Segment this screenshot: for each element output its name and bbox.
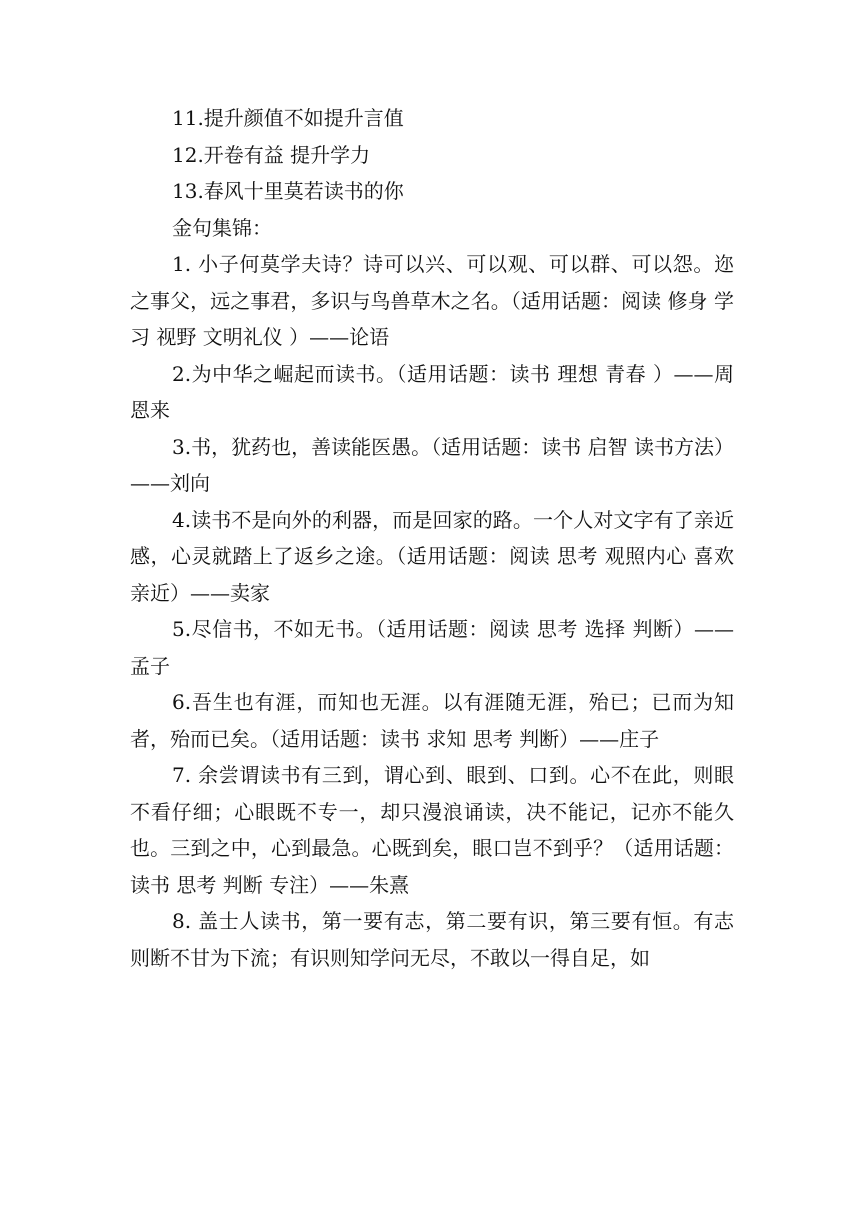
quote-paragraph-2: 2.为中华之崛起而读书。（适用话题：读书 理想 青春 ）——周恩来 [130, 361, 734, 422]
quote-paragraph-4: 4.读书不是向外的利器，而是回家的路。一个人对文字有了亲近感，心灵就踏上了返乡之途。（适用话题：阅读 思考 观照内心 喜欢 亲近）——卖家 [130, 507, 734, 605]
quote-paragraph-3: 3.书，犹药也，善读能医愚。（适用话题：读书 启智 读书方法）——刘向 [130, 434, 734, 495]
slogan-line-13: 13.春风十里莫若读书的你 [172, 179, 404, 203]
document-body [130, 100, 734, 976]
quote-paragraph-6: 6.吾生也有涯，而知也无涯。以有涯随无涯，殆已；已而为知者，殆而已矣。（适用话题：读书 求知 思考 判断）——庄子 [130, 690, 734, 751]
slogan-line-11: 11.提升颜值不如提升言值 [172, 106, 404, 130]
quote-paragraph-8: 8. 盖士人读书，第一要有志，第二要有识，第三要有恒。有志则断不甘为下流；有识则知学问无尽，不敢以一得自足，如 [130, 909, 734, 970]
quote-paragraph-7: 7. 余尝谓读书有三到，谓心到、眼到、口到。心不在此，则眼不看仔细；心眼既不专一，却只漫浪诵读，决不能记，记亦不能久也。三到之中，心到最急。心既到矣，眼口岂不到乎？（适用话题：读书 思考 判断 专注）——朱熹 [130, 763, 734, 897]
section-heading: 金句集锦： [172, 215, 272, 240]
slogan-line-12: 12.开卷有益 提升学力 [172, 142, 371, 167]
quote-paragraph-1: 1. 小子何莫学夫诗？诗可以兴、可以观、可以群、可以怨。迩之事父，远之事君，多识与鸟兽草木之名。（适用话题：阅读 修身 学习 视野 文明礼仪 ）——论语 [130, 252, 734, 349]
quote-paragraph-5: 5.尽信书，不如无书。（适用话题：阅读 思考 选择 判断）——孟子 [130, 617, 734, 678]
